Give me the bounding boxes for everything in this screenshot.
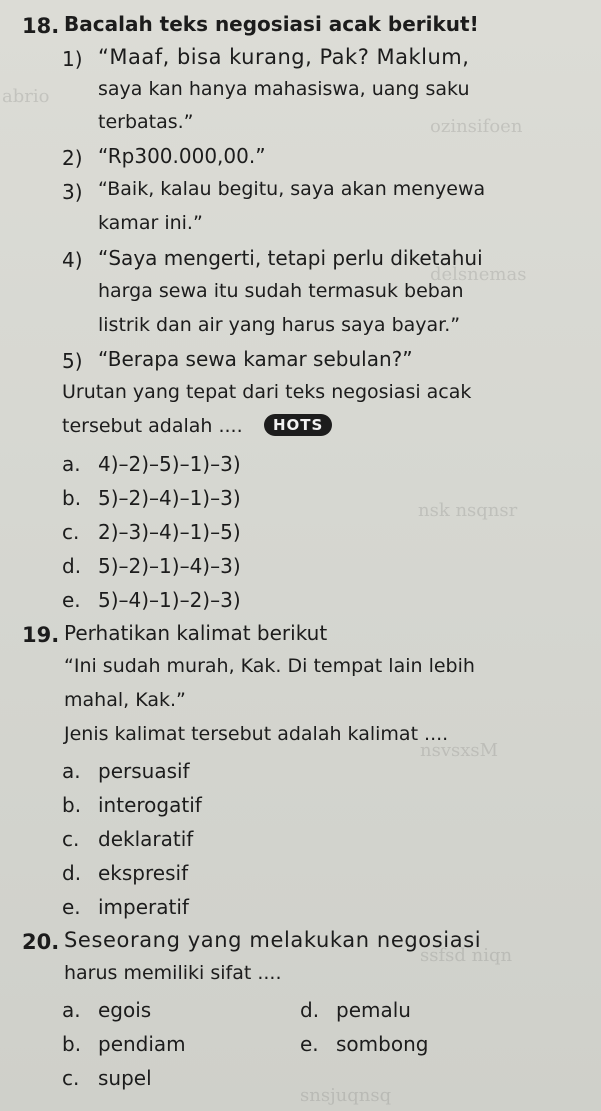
question-stem: Perhatikan kalimat berikut (64, 621, 328, 645)
option-text: ekspresif (98, 861, 189, 885)
question-prompt: Jenis kalimat tersebut adalah kalimat .... (64, 723, 449, 745)
option-c[interactable] (62, 520, 241, 544)
option-letter: c. (62, 520, 80, 544)
option-c[interactable] (62, 827, 193, 851)
item-number: 3) (62, 180, 83, 204)
question-number: 18. (22, 14, 60, 38)
show-through-text: nsk nsqnsr (418, 500, 518, 521)
question-stem: Seseorang yang melakukan negosiasi (64, 928, 482, 952)
option-e[interactable] (300, 1032, 428, 1056)
show-through-text: ozinsifoen (430, 116, 523, 137)
option-b[interactable] (62, 1032, 186, 1056)
option-text: sombong (336, 1032, 429, 1056)
show-through-text: abrio (2, 86, 50, 107)
option-letter: a. (62, 759, 81, 783)
option-letter: d. (300, 998, 320, 1022)
option-text: interogatif (98, 793, 202, 817)
item-number: 2) (62, 146, 83, 170)
question-prompt: tersebut adalah .... (62, 415, 243, 437)
show-through-text: nsvsxsM (420, 740, 499, 761)
option-text: 2)–3)–4)–1)–5) (98, 520, 241, 544)
option-text: pendiam (98, 1032, 186, 1056)
option-e[interactable] (62, 895, 189, 919)
item-line: “Baik, kalau begitu, saya akan menyewa (98, 178, 486, 200)
show-through-text: delsnemas (430, 264, 527, 285)
item-line: “Berapa sewa kamar sebulan?” (98, 347, 413, 371)
hots-badge: HOTS (264, 414, 332, 436)
option-text: 5)–2)–1)–4)–3) (98, 554, 241, 578)
question-number: 20. (22, 930, 60, 954)
option-letter: d. (62, 861, 82, 885)
option-letter: c. (62, 827, 80, 851)
quoted-sentence: “Ini sudah murah, Kak. Di tempat lain lebih (64, 655, 475, 677)
show-through-text: ssfsd niqn (420, 945, 513, 966)
item-line: “Rp300.000,00.” (98, 144, 266, 168)
option-a[interactable] (62, 452, 241, 476)
option-e[interactable] (62, 588, 241, 612)
option-letter: c. (62, 1066, 80, 1090)
option-text: deklaratif (98, 827, 194, 851)
option-c[interactable] (62, 1066, 152, 1090)
option-text: persuasif (98, 759, 190, 783)
question-number: 19. (22, 623, 60, 647)
item-line: saya kan hanya mahasiswa, uang saku (98, 78, 470, 100)
option-text: supel (98, 1066, 152, 1090)
option-text: imperatif (98, 895, 189, 919)
question-stem: Bacalah teks negosiasi acak berikut! (64, 12, 479, 36)
item-line: listrik dan air yang harus saya bayar.” (98, 314, 461, 336)
option-letter: e. (62, 588, 81, 612)
option-text: pemalu (336, 998, 411, 1022)
option-text: egois (98, 998, 152, 1022)
option-letter: a. (62, 998, 81, 1022)
option-a[interactable] (62, 759, 190, 783)
option-a[interactable] (62, 998, 151, 1022)
option-letter: b. (62, 486, 82, 510)
option-d[interactable] (300, 998, 411, 1022)
item-number: 1) (62, 47, 83, 71)
option-b[interactable] (62, 793, 202, 817)
item-number: 4) (62, 248, 83, 272)
item-line: “Maaf, bisa kurang, Pak? Maklum, (98, 45, 470, 69)
item-line: “Saya mengerti, tetapi perlu diketahui (98, 246, 483, 270)
question-prompt: Urutan yang tepat dari teks negosiasi acak (62, 381, 472, 403)
item-line: kamar ini.” (98, 212, 203, 234)
option-letter: b. (62, 793, 82, 817)
option-letter: b. (62, 1032, 82, 1056)
option-text: 5)–4)–1)–2)–3) (98, 588, 241, 612)
option-letter: a. (62, 452, 81, 476)
item-line: terbatas.” (98, 111, 194, 133)
option-letter: d. (62, 554, 82, 578)
option-letter: e. (62, 895, 81, 919)
option-text: 4)–2)–5)–1)–3) (98, 452, 241, 476)
item-number: 5) (62, 349, 83, 373)
quoted-sentence: mahal, Kak.” (64, 689, 186, 711)
option-text: 5)–2)–4)–1)–3) (98, 486, 241, 510)
option-letter: e. (300, 1032, 319, 1056)
show-through-text: snsjuqnsq (300, 1085, 392, 1106)
option-b[interactable] (62, 486, 241, 510)
question-stem: harus memiliki sifat .... (64, 962, 282, 984)
option-d[interactable] (62, 554, 241, 578)
option-d[interactable] (62, 861, 188, 885)
item-line: harga sewa itu sudah termasuk beban (98, 280, 464, 302)
